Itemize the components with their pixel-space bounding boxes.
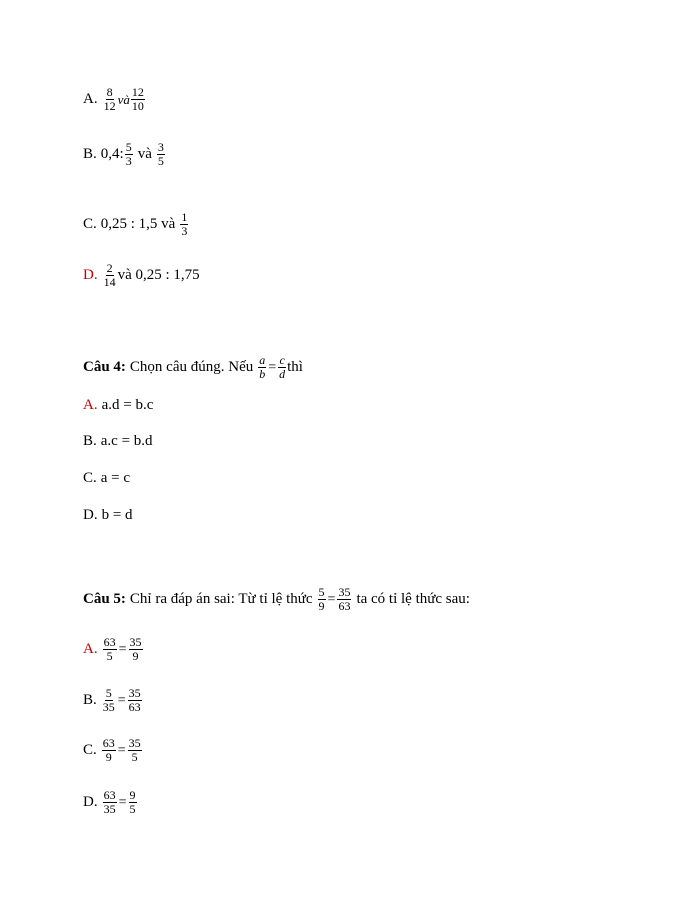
fraction: $\frac{35}{63}$ [128,686,141,714]
question-text: Chọn câu đúng. Nếu [129,359,254,375]
q3-option-c [83,211,189,238]
q5-option-a [83,636,144,663]
q4-option-d [83,507,133,524]
fraction: $\frac{c}{d}$ [279,353,286,381]
question-text: Chỉ ra đáp án sai: Từ tỉ lệ thức [129,591,313,607]
option-text: 0,25 : 1,5 và [100,216,176,232]
q4-option-c [83,470,130,487]
q4-question [83,354,303,381]
q5-option-d [83,789,138,816]
fraction: $\frac{8}{12}$ [103,85,116,113]
option-text: b = d [101,507,133,523]
fraction: $\frac{9}{5}$ [129,788,136,816]
option-label-correct: A. [83,397,98,413]
q5-option-b [83,687,143,714]
connector-text: và [137,146,152,162]
fraction: $\frac{35}{9}$ [129,635,142,663]
fraction: $\frac{35}{5}$ [128,736,141,764]
option-label: B. [83,433,97,449]
option-text: a.c = b.d [100,433,153,449]
q5-question [83,586,470,613]
q3-option-a [83,86,146,113]
question-number: Câu 5: [83,591,126,607]
fraction: $\frac{63}{35}$ [103,788,116,816]
question-text-end: ta có tỉ lệ thức sau: [356,591,470,607]
q5-option-c [83,737,143,764]
equals-sign: = [118,795,127,810]
fraction: $\frac{3}{5}$ [157,140,164,168]
fraction: $\frac{5}{35}$ [102,686,115,714]
connector-text: và [117,92,130,107]
option-label: C. [83,216,97,232]
option-text: và 0,25 : 1,75 [117,267,200,283]
option-label-correct: A. [83,641,98,657]
option-label: C. [83,742,97,758]
fraction: $\frac{35}{63}$ [338,585,351,613]
equals-sign: = [117,693,126,708]
option-text: a.d = b.c [101,397,154,413]
q3-option-b [83,141,166,168]
fraction: $\frac{a}{b}$ [259,353,266,381]
option-label: D. [83,507,98,523]
option-label-correct: D. [83,267,98,283]
option-label: B. [83,692,97,708]
equals-sign: = [327,592,336,607]
equals-sign: = [268,360,277,375]
question-number: Câu 4: [83,359,126,375]
equals-sign: = [117,743,126,758]
fraction: $\frac{2}{14}$ [103,261,116,289]
fraction: $\frac{63}{5}$ [103,635,116,663]
option-label: C. [83,470,97,486]
option-label: B. [83,146,97,162]
q4-option-a [83,397,153,414]
fraction: $\frac{63}{9}$ [102,736,115,764]
fraction: $\frac{12}{10}$ [131,85,144,113]
q4-option-b [83,433,153,450]
fraction: $\frac{5}{9}$ [318,585,325,613]
option-label: D. [83,794,98,810]
equals-sign: = [118,642,127,657]
q3-option-d [83,262,200,289]
option-text: 0,4: [100,146,124,162]
option-label: A. [83,91,98,107]
question-text-end: thì [287,359,303,375]
fraction: $\frac{5}{3}$ [125,140,132,168]
fraction: $\frac{1}{3}$ [181,210,188,238]
option-text: a = c [100,470,131,486]
